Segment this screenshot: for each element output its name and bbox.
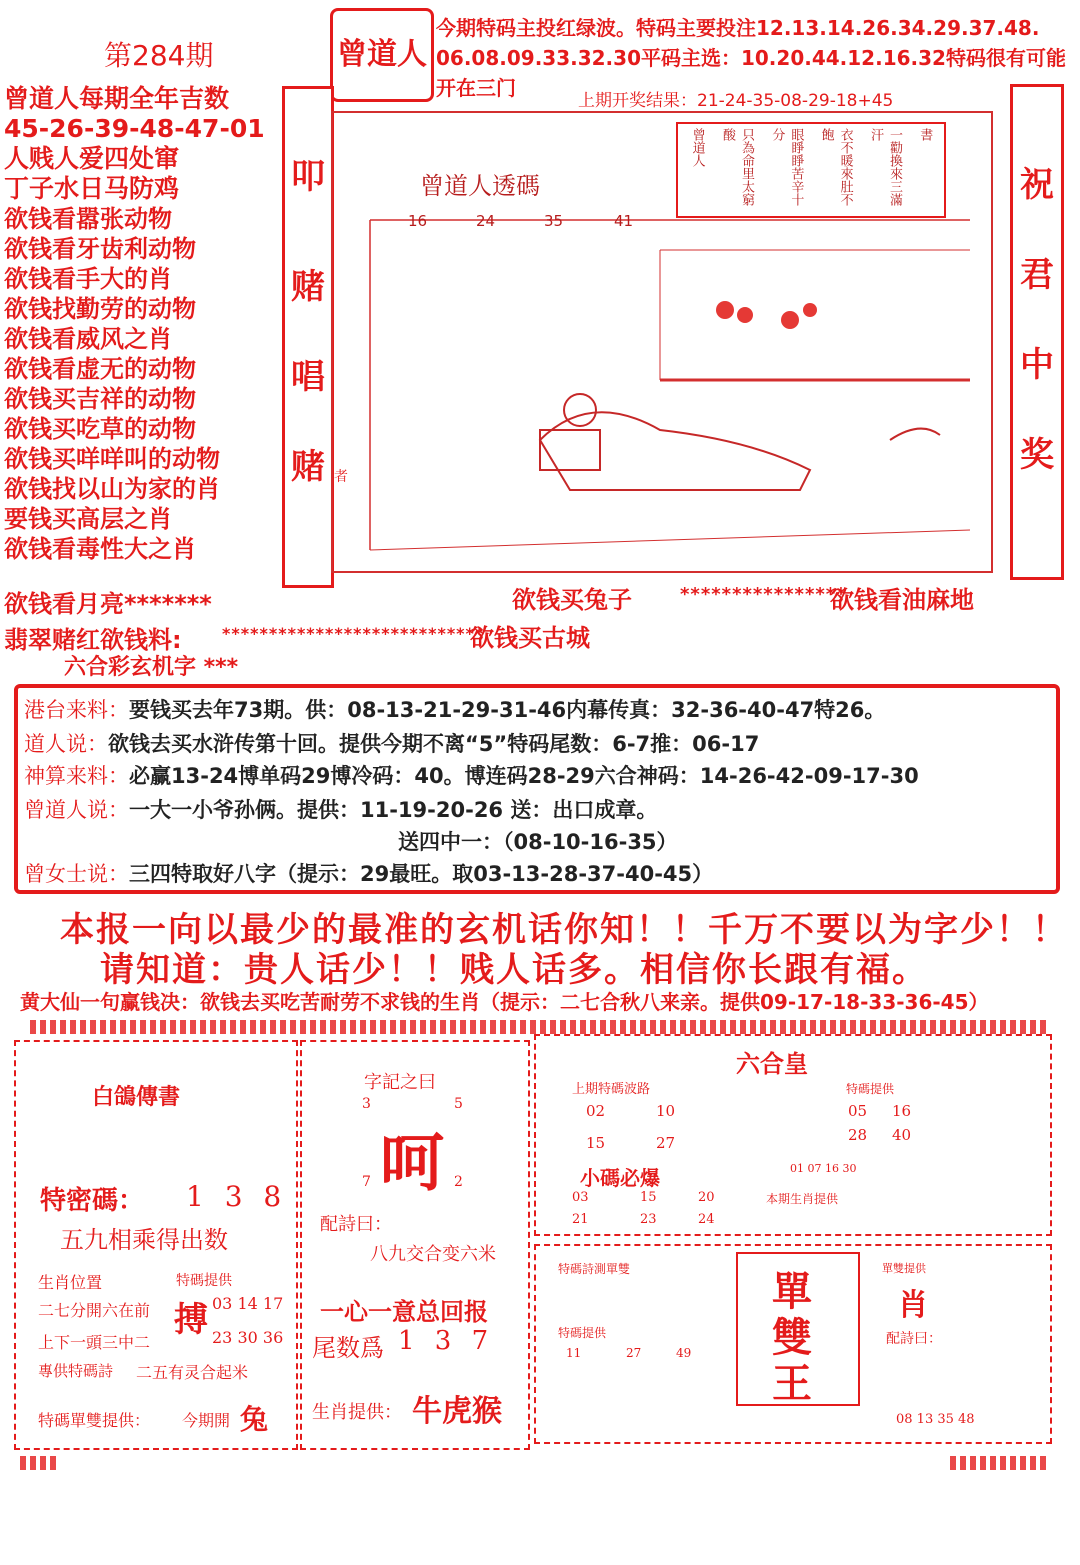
hint-stars: **************** [680, 584, 847, 605]
wave-num: 02 [586, 1102, 606, 1120]
mid-poem-label: 配詩曰： [320, 1214, 392, 1235]
king-char: 王 [772, 1360, 812, 1407]
picture-number: 24 [476, 212, 496, 230]
left-line: 欲钱看手大的肖 [4, 265, 172, 293]
scroll-char: 赌 [291, 447, 325, 487]
char-num: 7 [362, 1174, 371, 1190]
wave-num: 10 [656, 1102, 676, 1120]
bo-char: 搏 [174, 1300, 208, 1340]
xiao-char: 肖 [898, 1288, 928, 1323]
zodiac-label: 生肖提供： [312, 1402, 402, 1423]
panel-liuhe [534, 1034, 1052, 1236]
scroll-char: 唱 [291, 357, 325, 397]
poem-author: 曾道人 [689, 128, 705, 167]
left-line: 欲钱看牙齿利动物 [4, 235, 196, 263]
tail-nums: 1 3 7 [398, 1326, 495, 1356]
char-num: 3 [362, 1096, 371, 1112]
char-header: 字記之曰 [364, 1072, 436, 1093]
special-label-r: 特碼提供 [846, 1082, 895, 1096]
pigeon-header: 白鴿傳書 [92, 1084, 181, 1110]
header-line-3: 开在三门 [436, 76, 516, 100]
special-label: 特密碼： [40, 1186, 145, 1216]
left-line: 欲钱买咩咩叫的动物 [4, 445, 220, 473]
small-num: 20 [698, 1190, 715, 1205]
sub-label: 特碼詩測單雙 [558, 1262, 631, 1276]
small-num: 23 [640, 1212, 657, 1227]
zodiac-text: 牛虎猴 [412, 1394, 502, 1429]
left-line: 欲钱买吃草的动物 [4, 415, 196, 443]
sub-provide: 特碼提供 [558, 1326, 607, 1340]
special-nums: 1 3 8 [186, 1180, 288, 1213]
poem-text: 二五有灵合起米 [136, 1363, 249, 1382]
special-num: 28 [848, 1126, 868, 1144]
single-label: 特碼單雙提供： [38, 1411, 151, 1430]
decor-border [950, 1456, 1050, 1470]
tail-label: 尾数爲 [312, 1334, 384, 1362]
info-row-zeng: 曾道人说：一大一小爷孙俩。提供：11-19-20-26 送：出口成章。 [24, 798, 658, 822]
special-num: 16 [892, 1102, 912, 1120]
info-row-shensuan: 神算来料：必赢13-24博单码29博冷码：40。博连码28-29六合神码：14-26-42-09-17-30 [24, 764, 919, 788]
last-result: 上期开奖结果：21-24-35-08-29-18+45 [578, 91, 894, 111]
sub-num: 49 [676, 1346, 692, 1360]
poem-label: 專供特碼詩 [38, 1362, 114, 1380]
info-box [14, 684, 1060, 894]
slogan-1: 本报一向以最少的最准的玄机话你知！！千万不要以为字少！！ [60, 910, 1068, 950]
right-scroll [1010, 84, 1064, 580]
golden-tip: 黄大仙一句赢钱决：欲钱去买吃苦耐劳不求钱的生肖（提示：二七合秋八来亲。提供09-17-18-33-36-45） [20, 990, 989, 1014]
panel-pigeon [14, 1040, 298, 1450]
bo-nums-2: 23 30 36 [212, 1328, 284, 1347]
scroll-char: 奖 [1020, 435, 1054, 475]
hint-oldcity: 欲钱买古城 [470, 624, 590, 652]
single-double-king [736, 1252, 860, 1406]
picture-title: 曾道人透碼 [420, 172, 540, 200]
small-num: 15 [640, 1190, 657, 1205]
picture-number: 35 [544, 212, 564, 230]
panel-single-double [534, 1244, 1052, 1444]
slogan-2: 请知道：贵人话少！！贱人话多。相信你长跟有福。 [100, 950, 928, 990]
header-line-2: 06.08.09.33.32.30平码主选：10.20.44.12.16.32特码很有可能 [436, 46, 1066, 70]
zodiac-pos-text2: 上下一頭三中二 [38, 1333, 151, 1352]
info-row-madam: 曾女士说：三四特取好八字（提示：29最旺。取03-13-28-37-40-45） [24, 862, 714, 886]
small-num: 03 [572, 1190, 589, 1205]
zodiac-pos-text: 二七分開六在前 [38, 1301, 151, 1320]
scroll-char: 祝 [1020, 165, 1054, 205]
special-num: 40 [892, 1126, 912, 1144]
picture-number: 16 [408, 212, 428, 230]
char-num: 2 [454, 1174, 463, 1190]
king-char: 單 [772, 1268, 812, 1315]
xiao-poem-label: 配詩曰： [886, 1331, 942, 1347]
liuhe-header: 六合皇 [736, 1049, 808, 1078]
picture-number: 41 [614, 212, 634, 230]
left-line: 欲钱看威风之肖 [4, 325, 172, 353]
left-numbers: 45-26-39-48-47-01 [4, 114, 265, 143]
issue-number: 第284期 [104, 39, 214, 72]
poem-line: 衣不暖來肚不飽 [818, 128, 853, 206]
decor-border [30, 1020, 1050, 1034]
small-label: 小碼必爆 [580, 1166, 660, 1190]
left-line: 欲钱看嚣张动物 [4, 205, 172, 233]
hint-rabbit: 欲钱买兔子 [512, 586, 632, 614]
left-line: 欲钱找勤劳的动物 [4, 295, 196, 323]
left-line: 欲钱找以山为家的肖 [4, 475, 220, 503]
header-line-1: 今期特码主投红绿波。特码主要投注12.13.14.26.34.29.37.48. [436, 16, 1040, 40]
big-character: 呵 [380, 1126, 444, 1201]
info-row-daoren: 道人说：欲钱去买水浒传第十回。提供今期不离“5”特码尾数：6-7推：06-17 [24, 732, 760, 756]
final-nums: 08 13 35 48 [896, 1412, 975, 1427]
animal-label: 本期生肖提供 [766, 1192, 839, 1206]
decor-border [20, 1456, 60, 1470]
left-line: 丁子水日马防鸡 [4, 174, 180, 203]
panel-character [300, 1040, 530, 1450]
mid-poem-text: 八九交合变六米 [370, 1244, 496, 1265]
small-note: 01 07 16 30 [790, 1162, 857, 1175]
single-text: 今期開 [182, 1411, 231, 1430]
wave-num: 27 [656, 1134, 676, 1152]
scroll-char: 中 [1020, 345, 1054, 385]
poem-line: 眼睜睜苦辛十分 [769, 128, 804, 206]
hint-mark6: 六合彩玄机字 *** [64, 655, 239, 680]
bo-nums-1: 03 14 17 [212, 1294, 284, 1313]
char-num: 5 [454, 1096, 463, 1112]
hint-moon: 欲钱看月亮******* [4, 590, 212, 618]
left-line: 欲钱看虚无的动物 [4, 355, 196, 383]
left-title: 曾道人每期全年吉数 [4, 84, 230, 113]
poem-title: 書 [917, 128, 933, 141]
poem-line: 一勸換來三滿汗 [867, 128, 902, 206]
king-char: 雙 [772, 1314, 812, 1361]
info-row-four: 送四中一：（08-10-16-35） [398, 830, 678, 854]
poem-line: 只為命里太窮酸 [719, 128, 754, 206]
picture-poem [676, 122, 946, 218]
scroll-note: 者 [334, 469, 348, 485]
zodiac-pos-label: 生肖位置 [38, 1273, 103, 1292]
small-num: 24 [698, 1212, 715, 1227]
scroll-char: 叩 [291, 157, 325, 197]
wave-num: 15 [586, 1134, 606, 1152]
mid-slogan: 一心一意总回报 [320, 1298, 488, 1326]
hint-jade: 翡翠赌红欲钱料: [4, 626, 182, 654]
special-num: 05 [848, 1102, 868, 1120]
logo-text: 曾道人 [337, 37, 427, 72]
left-line: 人贱人爱四处窜 [4, 144, 180, 173]
special-riddle: 五九相乘得出数 [60, 1226, 228, 1254]
left-line: 欲钱看毒性大之肖 [4, 535, 196, 563]
info-row-hktw: 港台来料：要钱买去年73期。供：08-13-21-29-31-46内幕传真：32-36-40-47特26。 [24, 698, 886, 722]
sub-num: 11 [566, 1346, 582, 1360]
xiao-label: 單雙提供 [882, 1262, 926, 1275]
scroll-char: 君 [1020, 255, 1054, 295]
sub-num: 27 [626, 1346, 642, 1360]
left-hint-column [4, 84, 276, 564]
left-scroll [282, 86, 334, 588]
scroll-char: 赌 [291, 267, 325, 307]
wave-label: 上期特碼波路 [572, 1082, 651, 1097]
hint-oilfield: 欲钱看油麻地 [830, 586, 974, 614]
single-animal: 兔 [240, 1403, 269, 1436]
brand-logo [330, 8, 434, 102]
left-line: 要钱买高层之肖 [4, 505, 172, 533]
small-num: 21 [572, 1212, 589, 1227]
left-line: 欲钱买吉祥的动物 [4, 385, 196, 413]
bo-label: 特碼提供 [176, 1273, 232, 1289]
hint-stars: **************************** [222, 624, 485, 643]
